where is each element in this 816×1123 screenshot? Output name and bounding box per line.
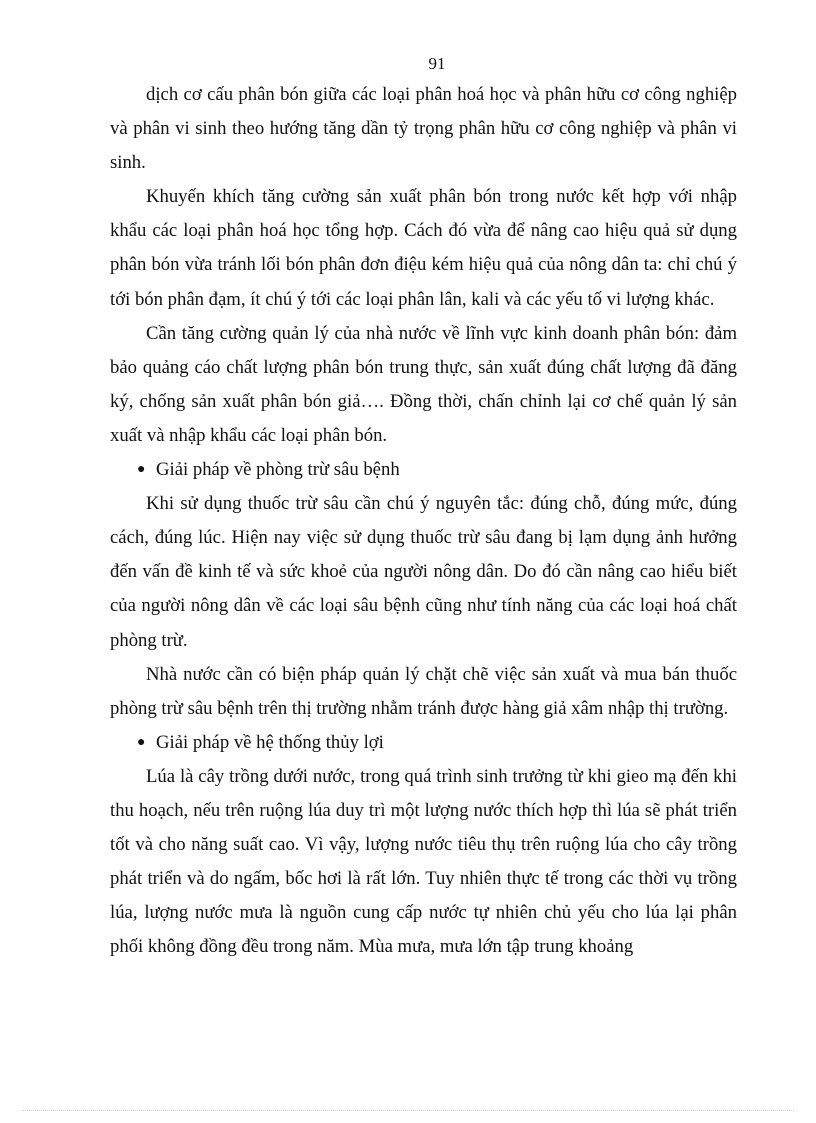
paragraph-fertilizer-management: Cần tăng cường quản lý của nhà nước về lĩnh vực kinh doanh phân bón: đảm bảo quảng cáo chất lượng phân bón trung thực, sản xuất đúng chất lượng đã đăng ký, chống sản xuất phân bón giả…. Đồng thời, chấn chỉnh lại cơ chế quản lý sản xuất và nhập khẩu các loại phân bón. — [110, 322, 737, 446]
paragraph-pesticide-usage: Khi sử dụng thuốc trừ sâu cần chú ý nguyên tắc: đúng chỗ, đúng mức, đúng cách, đúng lúc. Hiện nay việc sử dụng thuốc trừ sâu đang bị lạm dụng ảnh hưởng đến vấn đề kinh tế và sức khoẻ của người nông dân. Do đó cần nâng cao hiểu biết của người nông dân về các loại sâu bệnh cũng như tính năng của các loại hoá chất phòng trừ. — [110, 493, 737, 651]
section-heading-pest-control — [110, 453, 737, 487]
heading-text: Giải pháp về phòng trừ sâu bệnh — [156, 459, 400, 481]
page-number: 91 — [428, 54, 446, 73]
section-heading-irrigation — [110, 726, 737, 760]
bullet-icon: ● — [137, 734, 146, 750]
paragraph-pesticide-regulation: Nhà nước cần có biện pháp quản lý chặt chẽ việc sản xuất và mua bán thuốc phòng trừ sâu bệnh trên thị trường nhằm tránh được hàng giả xâm nhập thị trường. — [110, 663, 737, 719]
paragraph-fertilizer-production: Khuyến khích tăng cường sản xuất phân bón trong nước kết hợp với nhập khẩu các loại phân hoá học tổng hợp. Cách đó vừa để nâng cao hiệu quả sử dụng phân bón vừa tránh lối bón phân đơn điệu kém hiệu quả của nông dân ta: chỉ chú ý tới bón phân đạm, ít chú ý tới các loại phân lân, kali và các yếu tố vi lượng khác. — [110, 186, 737, 310]
page-bottom-divider — [22, 1110, 794, 1111]
paragraph-rice-water: Lúa là cây trồng dưới nước, trong quá trình sinh trưởng từ khi gieo mạ đến khi thu hoạch, nếu trên ruộng lúa duy trì một lượng nước thích hợp thì lúa sẽ phát triển tốt và cho năng suất cao. Vì vậy, lượng nước tiêu thụ trên ruộng lúa cho cây trồng phát triển và do ngấm, bốc hơi là rất lớn. Tuy nhiên thực tế trong các thời vụ trồng lúa, lượng nước mưa là nguồn cung cấp nước tự nhiên chủ yếu cho lúa lại phân phối không đồng đều trong năm. Mùa mưa, mưa lớn tập trung khoảng — [110, 765, 737, 958]
bullet-icon: ● — [137, 462, 146, 478]
heading-text: Giải pháp về hệ thống thủy lợi — [156, 731, 384, 753]
document-body — [110, 78, 737, 964]
paragraph-fertilizer-structure: dịch cơ cấu phân bón giữa các loại phân hoá học và phân hữu cơ công nghiệp và phân vi sinh theo hướng tăng dần tỷ trọng phân hữu cơ công nghiệp và phân vi sinh. — [110, 84, 737, 174]
